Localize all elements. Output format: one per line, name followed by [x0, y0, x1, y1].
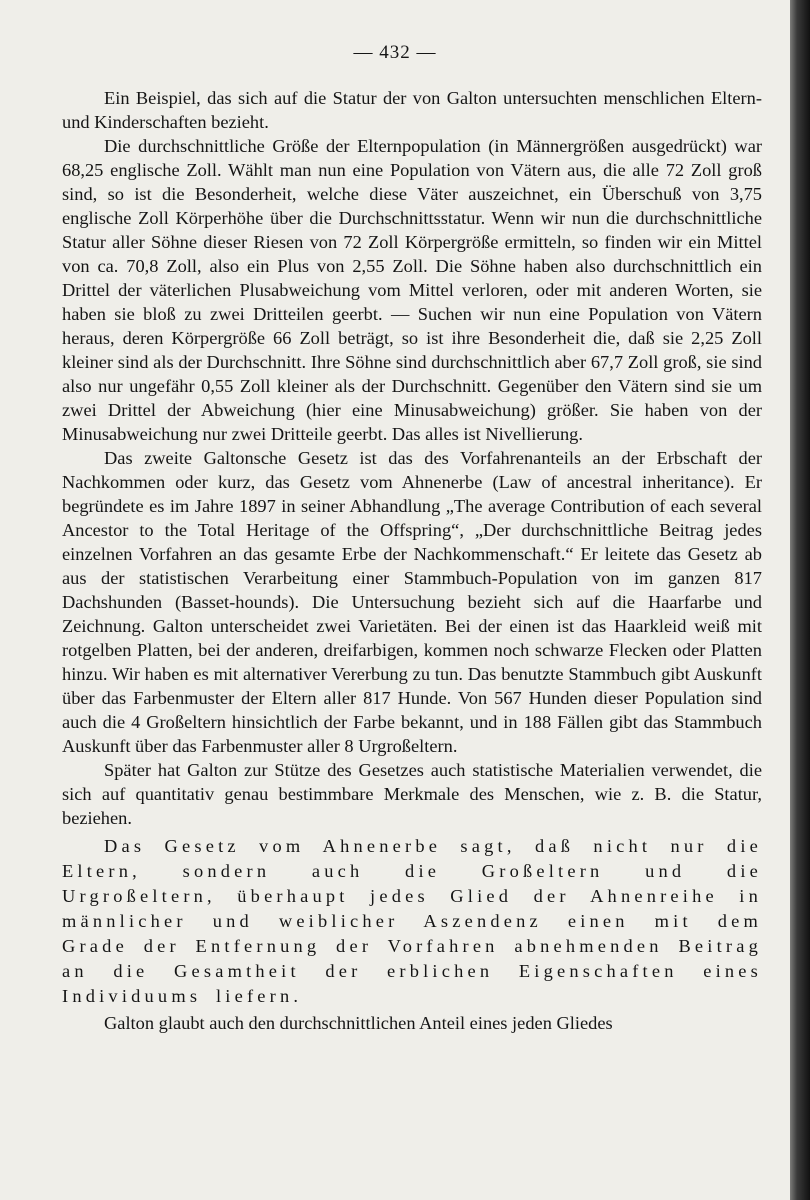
book-spine-shadow: [790, 0, 810, 1200]
page-number: — 432 —: [353, 42, 437, 63]
body-text: [62, 86, 762, 1035]
paragraph-zweites-gesetz: Das zweite Galtonsche Gesetz ist das des Vorfahrenanteils an der Erbschaft der Nachkommen oder kurz, das Gesetz vom Ahnenerbe (Law of ancestral inheritance). Er begründete es im Jahre 1897 in seiner Abhandlung „The average Contribution of each several Ancestor to the Total Heritage of the Offspring“, „Der durchschnittliche Beitrag jedes einzelnen Vorfahren an das gesamte Erbe der Nachkommenschaft.“ Er leitete das Gesetz ab aus der statistischen Verarbeitung einer Stammbuch-Population von im ganzen 817 Dachshunden (Basset-hounds). Die Untersuchung bezieht sich auf die Haarfarbe und Zeichnung. Galton unterscheidet zwei Varietäten. Bei der einen ist das Haarkleid weiß mit rotgelben Platten, bei der anderen, dreifarbigen, kommen noch schwarze Flecken oder Platten hinzu. Wir haben es mit alternativer Vererbung zu tun. Das benutzte Stammbuch gibt Auskunft über das Farbenmuster der Eltern aller 817 Hunde. Von 567 Hunden dieser Population sind auch die 4 Großeltern hinsichtlich der Farbe bekannt, und in 188 Fällen gibt das Stammbuch Auskunft über das Farbenmuster aller 8 Urgroßeltern.: [62, 448, 762, 756]
paragraph-statistische-materialien: Später hat Galton zur Stütze des Gesetzes auch statistische Materialien verwendet, die sich auf quantitativ genau bestimmbare Merkmale des Menschen, wie z. B. die Statur, beziehen.: [62, 760, 762, 828]
paragraph-galton-example: Ein Beispiel, das sich auf die Statur der von Galton untersuchten menschlichen Eltern- und Kinderschaften bezieht.: [62, 88, 762, 132]
paragraph-statur: Die durchschnittliche Größe der Elternpopulation (in Männergrößen ausgedrückt) war 68,25 englische Zoll. Wählt man nun eine Population von Vätern aus, die alle 72 Zoll groß sind, so ist die Besonderheit, welche diese Väter auszeichnet, ein Überschuß von 3,75 englische Zoll Körperhöhe über die Durchschnittsstatur. Wenn wir nun die durchschnittliche Statur aller Söhne dieser Riesen von 72 Zoll Körpergröße ermitteln, so finden wir ein Mittel von ca. 70,8 Zoll, also ein Plus von 2,55 Zoll. Die Söhne haben also durchschnittlich ein Drittel der väterlichen Plusabweichung vom Mittel verloren, oder mit anderen Worten, sie haben sie bloß zu zwei Dritteilen geerbt. — Suchen wir nun eine Population von Vätern heraus, deren Körpergröße 66 Zoll beträgt, so ist ihre Besonderheit die, daß sie 2,25 Zoll kleiner sind als der Durchschnitt. Ihre Söhne sind durchschnittlich aber 67,7 Zoll groß, sie sind also nur ungefähr 0,55 Zoll kleiner als der Durchschnitt. Gegenüber den Vätern sind sie um zwei Drittel der Abweichung (hier eine Minusabweichung) größer. Sie haben von der Minusabweichung nur zwei Dritteile geerbt. Das alles ist Nivellierung.: [62, 136, 762, 444]
paragraph-gesetz-ahnenerbe: Das Gesetz vom Ahnenerbe sagt, daß nicht nur die Eltern, sondern auch die Großeltern und die Urgroßeltern, überhaupt jedes Glied der Ahnenreihe in männlicher und weiblicher Aszendenz einen mit dem Grade der Entfernung der Vorfahren abnehmenden Beitrag an die Gesamtheit der erblichen Eigenschaften eines Individuums liefern.: [62, 836, 762, 1006]
paragraph-galton-anteil: Galton glaubt auch den durchschnittlichen Anteil eines jeden Gliedes: [104, 1013, 613, 1033]
